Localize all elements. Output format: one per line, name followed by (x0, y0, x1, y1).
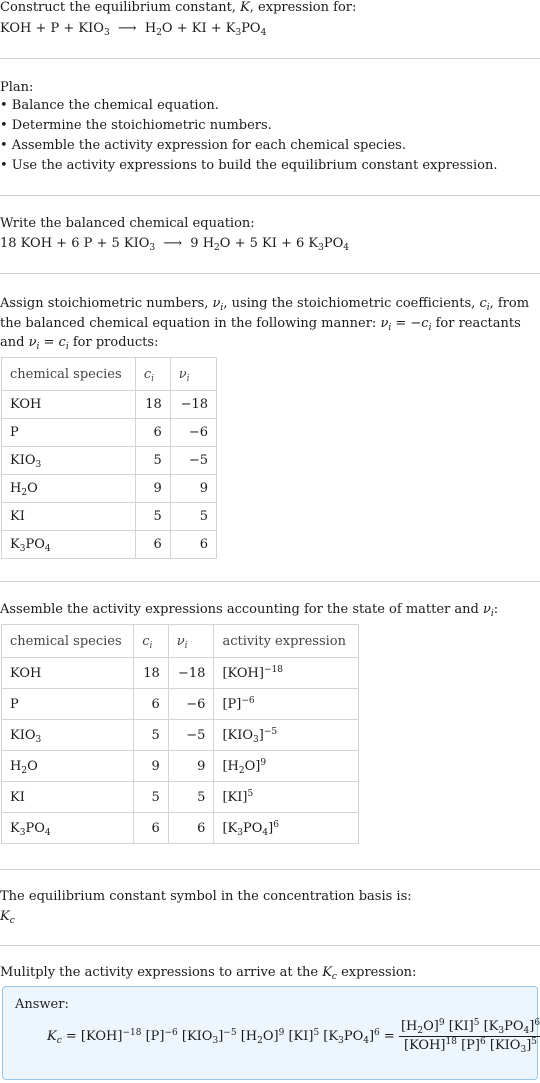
divider (0, 869, 540, 870)
balanced-equation: 18 KOH + 6 P + 5 $KIO_3$ ⟶ 9 $H_2O + 5$ KI + 6 $K_3PO_4$ (0, 236, 349, 253)
divider (0, 581, 540, 582)
header-activity: activity expression (214, 625, 359, 658)
divider (0, 58, 540, 59)
table-row: P 6 −6 (2, 419, 217, 447)
answer-box (2, 986, 538, 1080)
table-row: KI 5 5 (2, 503, 217, 531)
plan-step: • Assemble the activity expression for each chemical species. (0, 138, 406, 153)
unbalanced-equation: KOH + $P + KIO_3$ ⟶ $H_2O$ + KI + $K_3PO_4$ (0, 21, 267, 38)
stoich-text: and $\nu_i = c_i$ for products: (0, 335, 159, 352)
answer-label: Answer: (15, 997, 69, 1012)
table-row: $H_2O$ 9 9 (2, 475, 217, 503)
table-row: KOH 18 −18 [KOH]$^{-18}$ (2, 658, 359, 689)
divider (0, 945, 540, 946)
balanced-title: Write the balanced chemical equation: (0, 216, 255, 231)
table-row: $H_2O$ 9 9 $[H_2O]^9$ (2, 751, 359, 782)
header-c: $c_i$ (134, 625, 168, 658)
table-row: KOH 18 −18 (2, 391, 217, 419)
kc-symbol: $K_c$ (0, 909, 15, 926)
activity-text: Assemble the activity expressions accounting for the state of matter and $\nu_i$: (0, 602, 499, 619)
stoich-text: the balanced chemical equation in the following manner: $\nu_i = -c_i$ for reactants (0, 316, 521, 333)
header-c: $c_i$ (135, 358, 170, 391)
table-row: $K_3PO_4$ 6 6 (2, 531, 217, 559)
plan-step: • Balance the chemical equation. (0, 98, 219, 113)
intro-text: Construct the equilibrium constant, K, expression for: (0, 0, 357, 15)
stoich-text: Assign stoichiometric numbers, $\nu_i$, using the stoichiometric coefficients, $c_i$, from (0, 296, 530, 313)
symbol-text: The equilibrium constant symbol in the concentration basis is: (0, 889, 412, 904)
kc-expression: $K_c = [KOH]^{-18}$ $[P]^{-6}$ $[KIO_3]^{-5}$ $[H_2O]^9$ [KI]$^5$ $[K_3PO_4]^6$ = $\frac{[H_2O]^9 [KI]^5 [K_3PO_4]^6}{[KOH]^{18} [P]^6 [KIO_3]^5}$ (47, 1017, 540, 1057)
table-row: KI 5 5 [KI]$^5$ (2, 782, 359, 813)
activity-table (1, 624, 359, 844)
table-row: $K_3PO_4$ 6 6 $[K_3PO_4]^6$ (2, 813, 359, 844)
plan-step: • Determine the stoichiometric numbers. (0, 118, 272, 133)
table-row: P 6 −6 $[P]^{-6}$ (2, 689, 359, 720)
divider (0, 195, 540, 196)
kc-fraction: $\frac{[H_2O]^9 [KI]^5 [K_3PO_4]^6}{[KOH]^{18} [P]^6 [KIO_3]^5}$ (399, 1018, 540, 1055)
plan-title: Plan: (0, 80, 34, 95)
header-nu: $\nu_i$ (170, 358, 216, 391)
header-species: chemical species (2, 625, 134, 658)
multiply-text: Mulitply the activity expressions to arrive at the $K_c$ expression: (0, 965, 417, 982)
stoich-table (1, 357, 217, 559)
divider (0, 273, 540, 274)
table-row: $KIO_3$ 5 −5 $[KIO_3]^{-5}$ (2, 720, 359, 751)
header-nu: $\nu_i$ (168, 625, 214, 658)
plan-step: • Use the activity expressions to build the equilibrium constant expression. (0, 158, 498, 173)
header-species: chemical species (2, 358, 136, 391)
table-row: $KIO_3$ 5 −5 (2, 447, 217, 475)
